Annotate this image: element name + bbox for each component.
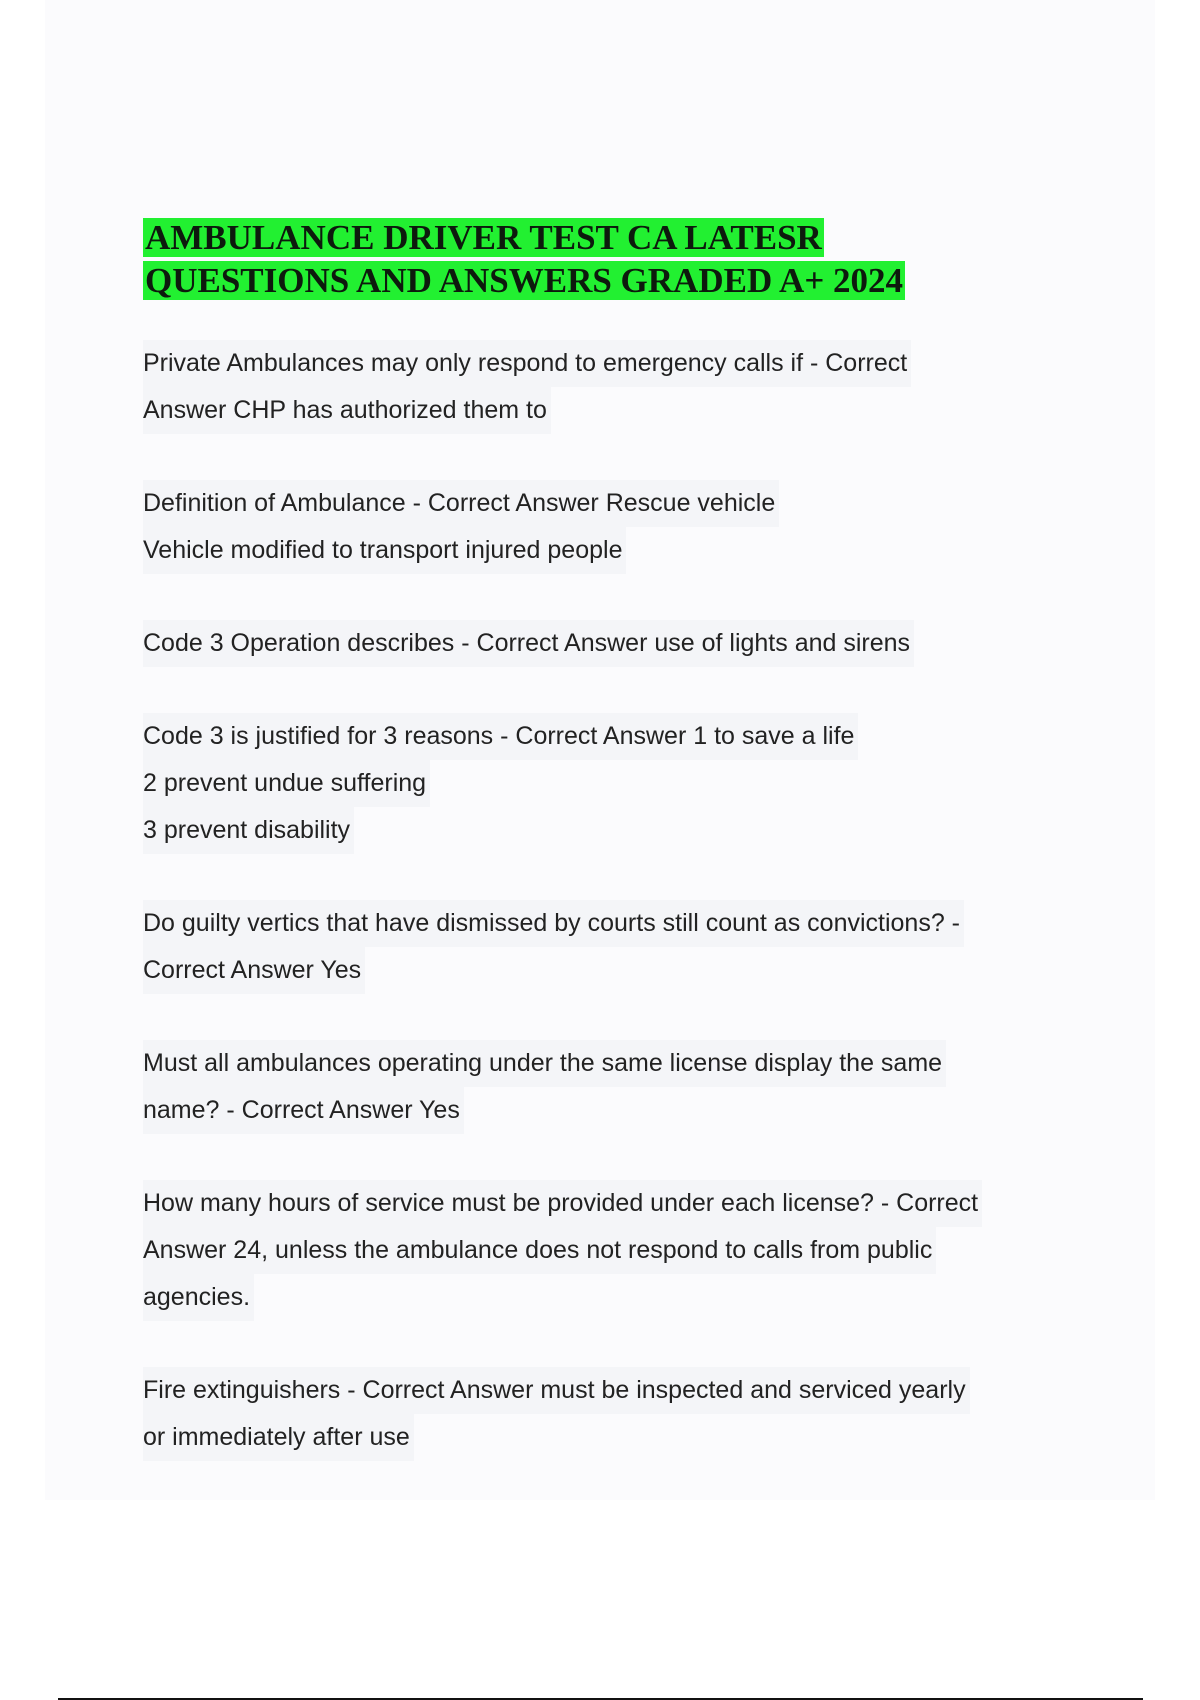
qa-item-definition-ambulance	[143, 480, 1083, 574]
qa-text-line: agencies.	[143, 1274, 254, 1321]
qa-item-code-3-operation	[143, 620, 1083, 667]
qa-text-line: or immediately after use	[143, 1414, 414, 1461]
document-title	[143, 216, 1043, 302]
qa-text-line: Answer CHP has authorized them to	[143, 387, 551, 434]
qa-item-guilty-verdicts	[143, 900, 1083, 994]
qa-text-line: Code 3 Operation describes - Correct Answer use of lights and sirens	[143, 620, 914, 667]
qa-text-line: How many hours of service must be provided under each license? - Correct	[143, 1180, 982, 1227]
qa-text-line: Must all ambulances operating under the same license display the same	[143, 1040, 946, 1087]
qa-text-line: Answer 24, unless the ambulance does not respond to calls from public	[143, 1227, 936, 1274]
qa-text-line: Correct Answer Yes	[143, 947, 365, 994]
qa-text-line: 3 prevent disability	[143, 807, 354, 854]
qa-text-line: 2 prevent undue suffering	[143, 760, 430, 807]
qa-item-service-hours	[143, 1180, 1083, 1321]
title-line-2: QUESTIONS AND ANSWERS GRADED A+ 2024	[145, 261, 904, 300]
qa-text-line: Fire extinguishers - Correct Answer must be inspected and serviced yearly	[143, 1367, 970, 1414]
qa-item-same-name	[143, 1040, 1083, 1134]
qa-text-line: Do guilty vertics that have dismissed by courts still count as convictions? -	[143, 900, 964, 947]
title-line-1: AMBULANCE DRIVER TEST CA LATESR	[145, 218, 822, 257]
qa-item-private-ambulances	[143, 340, 1083, 434]
qa-text-line: Private Ambulances may only respond to emergency calls if - Correct	[143, 340, 911, 387]
qa-item-code-3-reasons	[143, 713, 1083, 854]
qa-text-line: name? - Correct Answer Yes	[143, 1087, 464, 1134]
qa-item-fire-extinguishers	[143, 1367, 1083, 1461]
qa-list	[143, 340, 1083, 1507]
qa-text-line: Definition of Ambulance - Correct Answer Rescue vehicle	[143, 480, 779, 527]
qa-text-line: Code 3 is justified for 3 reasons - Correct Answer 1 to save a life	[143, 713, 858, 760]
qa-text-line: Vehicle modified to transport injured people	[143, 527, 626, 574]
